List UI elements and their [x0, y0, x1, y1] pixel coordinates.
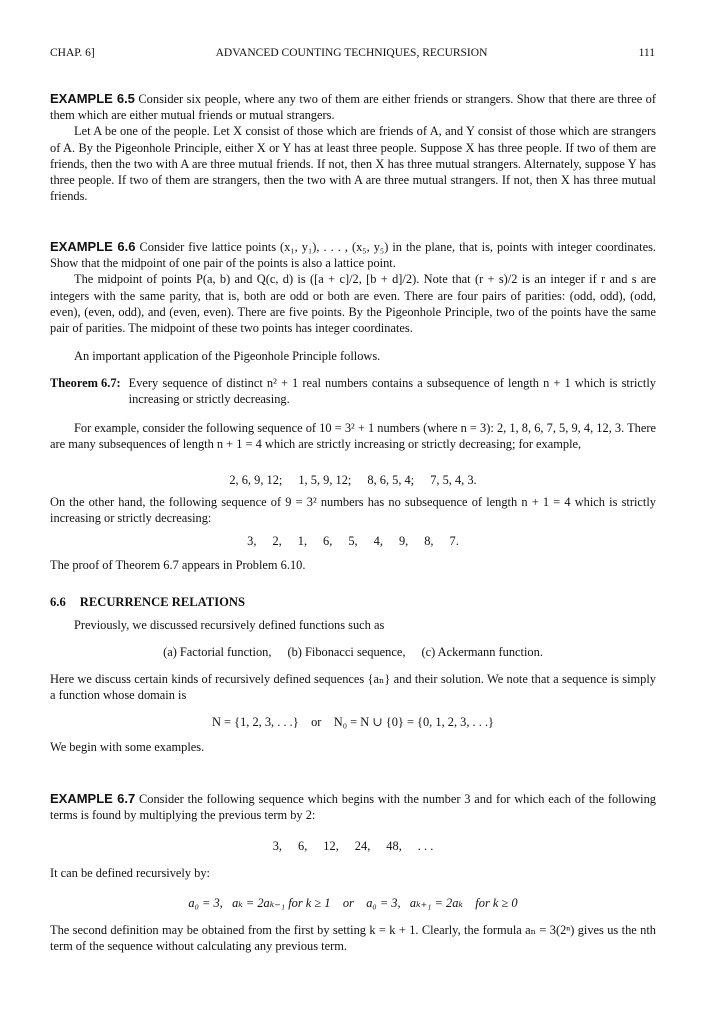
- other-hand-paragraph: On the other hand, the following sequence of 9 = 3² numbers has no subsequence of length n + 1 = 4 which is strictly increasing or strictly decreasing:: [50, 495, 656, 526]
- example-statement: Consider the following sequence which begins with the number 3 and for which each of the following terms is found by multiplying the previous term by 2:: [50, 792, 656, 823]
- subsequence: 2, 6, 9, 12;: [229, 473, 283, 487]
- section-number: 6.6: [50, 595, 66, 609]
- here-paragraph: Here we discuss certain kinds of recursively defined sequences {aₙ} and their solution. We note that a sequence is simply a function whose domain is: [50, 672, 656, 703]
- domain-formula: N = {1, 2, 3, . . .} or N₀ = N ∪ {0} = {0, 1, 2, 3, . . .}: [212, 715, 494, 729]
- recursive-intro: It can be defined recursively by:: [50, 866, 210, 880]
- term: 3,: [272, 839, 282, 853]
- subsequence: 7, 5, 4, 3.: [430, 473, 477, 487]
- example-paragraph: For example, consider the following sequence of 10 = 3² + 1 numbers (where n = 3): 2, 1, 8, 6, 7, 5, 9, 4, 12, 3. There are many subsequences of length n + 1 = 4 which are strictly increasing or strictly decreasing; for example,: [50, 421, 656, 452]
- term: 4,: [373, 534, 383, 548]
- example-proof: Let A be one of the people. Let X consist of those which are friends of A, and Y consist of those which are strangers of A. By the Pigeonhole Principle, either X or Y has at least three people. Suppose X has three people. If two of them are friends, then the two with A are three mutual friends. If not, then X has three mutual strangers. Alternately, suppose Y has three people. If two of them are strangers, then the two with A are three mutual strangers. If not, then X has three mutual friends.: [50, 124, 656, 204]
- doubling-sequence: [50, 838, 656, 854]
- term: . . .: [417, 839, 434, 853]
- theorem-intro: An important application of the Pigeonhole Principle follows.: [74, 349, 381, 363]
- example-conclusion: The second definition may be obtained from the first by setting k = k + 1. Clearly, the formula aₙ = 3(2ⁿ) gives us the nth term of the sequence without calculating any previous term.: [50, 923, 656, 954]
- page-number: 111: [638, 47, 655, 59]
- term: 6,: [323, 534, 333, 548]
- proof-reference: The proof of Theorem 6.7 appears in Problem 6.10.: [50, 558, 306, 572]
- term: 7.: [449, 534, 459, 548]
- term: 12,: [323, 839, 339, 853]
- term: 48,: [386, 839, 402, 853]
- function-item: (b) Fibonacci sequence,: [287, 645, 406, 659]
- example-6-6: [50, 239, 656, 336]
- term: 3,: [247, 534, 257, 548]
- running-title: ADVANCED COUNTING TECHNIQUES, RECURSION: [215, 47, 488, 59]
- theorem-label: Theorem 6.7:: [50, 376, 121, 390]
- subsequence: 8, 6, 5, 4;: [367, 473, 415, 487]
- term: 24,: [354, 839, 371, 853]
- subsequence: 1, 5, 9, 12;: [298, 473, 352, 487]
- function-list: [50, 644, 656, 660]
- term: 6,: [298, 839, 308, 853]
- example-statement: Consider six people, where any two of them are either friends or strangers. Show that there are three of them which are either mutual friends or mutual strangers.: [50, 92, 657, 123]
- example-proof: The midpoint of points P(a, b) and Q(c, d) is ([a + c]/2, [b + d]/2). Note that (r + s)/2 is an integer if r and s are integers with the same parity, that is, both are odd or both are even. There are four pairs of parities: (odd, odd), (odd, even), (even, odd), and (even, even). There are five points. By the Pigeonhole Principle, two of the points have the same pair of parities. The midpoint of these two points has integer coordinates.: [50, 272, 656, 336]
- example-6-7: [50, 791, 656, 823]
- subsequence-list: [50, 472, 656, 488]
- theorem-6-7: [50, 375, 656, 407]
- example-label: EXAMPLE 6.7: [50, 791, 136, 806]
- term: 9,: [398, 534, 409, 548]
- term: 8,: [424, 534, 434, 548]
- section-title: RECURRENCE RELATIONS: [79, 595, 246, 609]
- chapter-label: CHAP. 6]: [50, 47, 95, 59]
- previously-paragraph: Previously, we discussed recursively defined functions such as: [74, 618, 385, 632]
- sequence-nine: [50, 533, 656, 549]
- recursive-formula: a₀ = 3, aₖ = 2aₖ₋₁ for k ≥ 1 or a₀ = 3, aₖ₊₁ = 2aₖ for k ≥ 0: [188, 896, 518, 910]
- example-label: EXAMPLE 6.6: [50, 239, 136, 254]
- function-item: (c) Ackermann function.: [421, 645, 543, 659]
- function-item: (a) Factorial function,: [163, 645, 272, 659]
- section-heading: [50, 594, 656, 610]
- example-statement: Consider five lattice points (x₁, y₁), . . . , (x₅, y₅) in the plane, that is, points with integer coordinates. Show that the midpoint of one pair of the points is also a lattice point.: [50, 240, 656, 271]
- term: 2,: [272, 534, 282, 548]
- term: 5,: [348, 534, 358, 548]
- example-label: EXAMPLE 6.5: [50, 91, 135, 106]
- theorem-text: Every sequence of distinct n² + 1 real numbers contains a subsequence of length n + 1 which is strictly increasing or strictly decreasing.: [128, 376, 656, 407]
- begin-text: We begin with some examples.: [50, 740, 205, 754]
- term: 1,: [297, 534, 308, 548]
- example-6-5: [50, 91, 656, 204]
